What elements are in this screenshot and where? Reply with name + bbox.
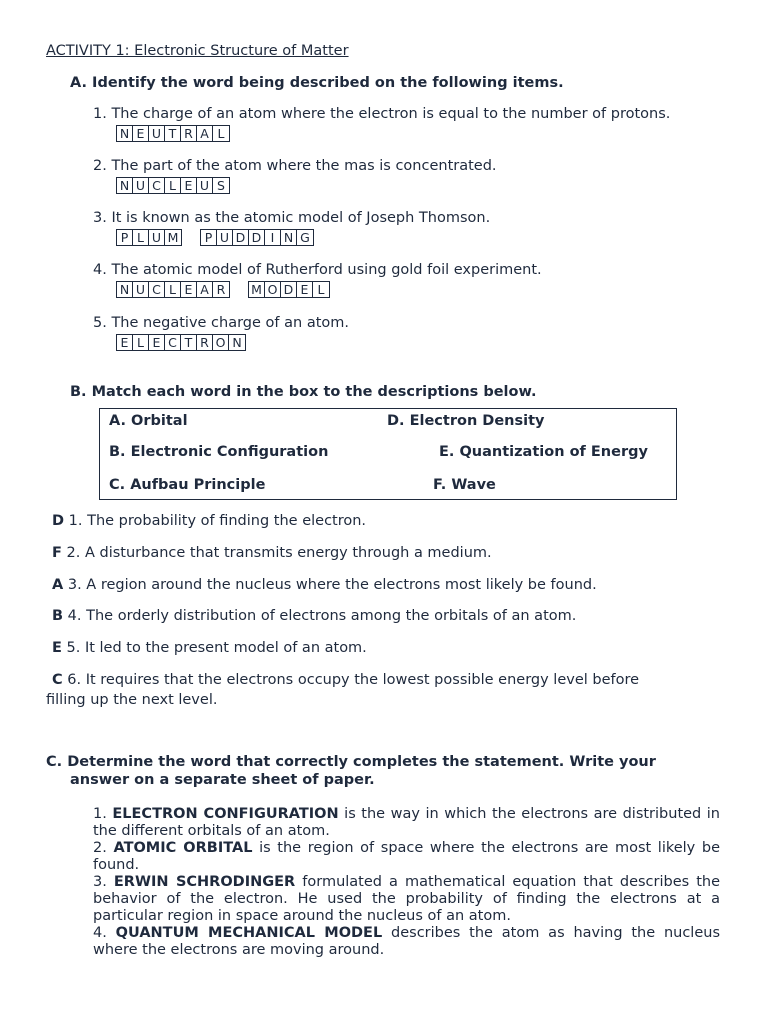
- section-a-heading: A. Identify the word being described on the following items.: [70, 75, 564, 91]
- letter-box: U: [217, 230, 233, 245]
- option-b: B. Electronic Configuration: [109, 444, 329, 460]
- activity-title: ACTIVITY 1: Electronic Structure of Matter: [46, 43, 349, 59]
- answer-word: [116, 177, 230, 194]
- answer-boxes: [116, 334, 246, 350]
- match-item-1: D 1. The probability of finding the electron.: [52, 513, 367, 529]
- letter-box: O: [213, 335, 229, 350]
- match-item-4: B 4. The orderly distribution of electrons among the orbitals of an atom.: [52, 608, 577, 624]
- letter-box: E: [181, 282, 197, 297]
- letter-box: T: [181, 335, 197, 350]
- question-a5: 5. The negative charge of an atom.: [93, 315, 349, 331]
- match-answer: D: [52, 513, 65, 529]
- option-a: A. Orbital: [109, 413, 188, 429]
- answer-word: [200, 229, 314, 246]
- letter-box: L: [217, 126, 225, 141]
- letter-box: P: [117, 230, 133, 245]
- letter-box: S: [217, 178, 225, 193]
- letter-box: N: [117, 126, 133, 141]
- letter-box: M: [249, 282, 265, 297]
- letter-box: L: [133, 230, 149, 245]
- letter-box: N: [117, 282, 133, 297]
- question-a2: 2. The part of the atom where the mas is concentrated.: [93, 158, 497, 174]
- letter-box: C: [149, 178, 165, 193]
- match-answer: E: [52, 640, 62, 656]
- letter-box: D: [233, 230, 249, 245]
- statement-c4: 4. QUANTUM MECHANICAL MODEL describes the atom as having the nucleus where the electrons are moving around.: [93, 925, 721, 958]
- answer-boxes: [116, 281, 330, 297]
- question-a1: 1. The charge of an atom where the electron is equal to the number of protons.: [93, 106, 671, 122]
- letter-box: D: [281, 282, 297, 297]
- answer-boxes: [116, 125, 230, 141]
- letter-box: M: [167, 230, 179, 245]
- match-answer: F: [52, 545, 62, 561]
- answer-word: [116, 125, 230, 142]
- option-c: C. Aufbau Principle: [109, 477, 266, 493]
- letter-box: O: [265, 282, 281, 297]
- letter-box: U: [133, 282, 149, 297]
- statement-c3: 3. ERWIN SCHRODINGER formulated a mathematical equation that describes the behavior of the electron. He used the probability of finding the electrons at a particular region in space around the nucleus of an atom.: [93, 874, 721, 924]
- letter-box: L: [317, 282, 325, 297]
- section-c-heading-cont: answer on a separate sheet of paper.: [70, 772, 375, 788]
- letter-box: P: [201, 230, 217, 245]
- answer-word: [116, 229, 182, 246]
- letter-box: U: [133, 178, 149, 193]
- letter-box: E: [117, 335, 133, 350]
- answer-word: [248, 281, 330, 298]
- answer-word: [116, 334, 246, 351]
- letter-box: I: [265, 230, 281, 245]
- option-f: F. Wave: [433, 477, 496, 493]
- option-e: E. Quantization of Energy: [439, 444, 648, 460]
- letter-box: L: [165, 178, 181, 193]
- letter-box: E: [181, 178, 197, 193]
- answer-word: [116, 281, 230, 298]
- match-item-6: C 6. It requires that the electrons occupy the lowest possible energy level before: [52, 672, 640, 688]
- letter-box: T: [165, 126, 181, 141]
- letter-box: N: [232, 335, 242, 350]
- answer-boxes: [116, 229, 314, 245]
- letter-box: R: [216, 282, 226, 297]
- match-item-5: E 5. It led to the present model of an atom.: [52, 640, 367, 656]
- letter-box: D: [249, 230, 265, 245]
- question-a3: 3. It is known as the atomic model of Joseph Thomson.: [93, 210, 491, 226]
- letter-box: C: [165, 335, 181, 350]
- statement-answer: QUANTUM MECHANICAL MODEL: [115, 925, 383, 941]
- statement-answer: ELECTRON CONFIGURATION: [112, 806, 339, 822]
- match-item-6-continued: filling up the next level.: [46, 692, 218, 708]
- letter-box: A: [197, 282, 213, 297]
- section-c-heading: C. Determine the word that correctly completes the statement. Write your: [46, 754, 656, 770]
- section-b-heading: B. Match each word in the box to the descriptions below.: [70, 384, 537, 400]
- letter-box: E: [133, 126, 149, 141]
- letter-box: E: [149, 335, 165, 350]
- match-answer: B: [52, 608, 64, 624]
- statement-c1: 1. ELECTRON CONFIGURATION is the way in which the electrons are distributed in the different orbitals of an atom.: [93, 806, 720, 839]
- letter-box: U: [197, 178, 213, 193]
- answer-boxes: [116, 177, 230, 193]
- statement-answer: ERWIN SCHRODINGER: [113, 874, 296, 890]
- match-item-2: F 2. A disturbance that transmits energy through a medium.: [52, 545, 492, 561]
- letter-box: R: [181, 126, 197, 141]
- letter-box: C: [149, 282, 165, 297]
- letter-box: G: [300, 230, 310, 245]
- match-item-3: A 3. A region around the nucleus where the electrons most likely be found.: [52, 577, 597, 593]
- letter-box: U: [149, 126, 165, 141]
- letter-box: E: [297, 282, 313, 297]
- statement-c2: 2. ATOMIC ORBITAL is the region of space where the electrons are most likely be found.: [93, 840, 720, 873]
- letter-box: N: [117, 178, 133, 193]
- letter-box: A: [197, 126, 213, 141]
- option-d: D. Electron Density: [387, 413, 545, 429]
- statement-answer: ATOMIC ORBITAL: [113, 840, 253, 856]
- letter-box: U: [149, 230, 165, 245]
- question-a4: 4. The atomic model of Rutherford using gold foil experiment.: [93, 262, 542, 278]
- match-answer: C: [52, 672, 63, 688]
- letter-box: L: [165, 282, 181, 297]
- match-answer: A: [52, 577, 64, 593]
- word-bank-box: [99, 408, 677, 500]
- letter-box: L: [133, 335, 149, 350]
- letter-box: R: [197, 335, 213, 350]
- letter-box: N: [281, 230, 297, 245]
